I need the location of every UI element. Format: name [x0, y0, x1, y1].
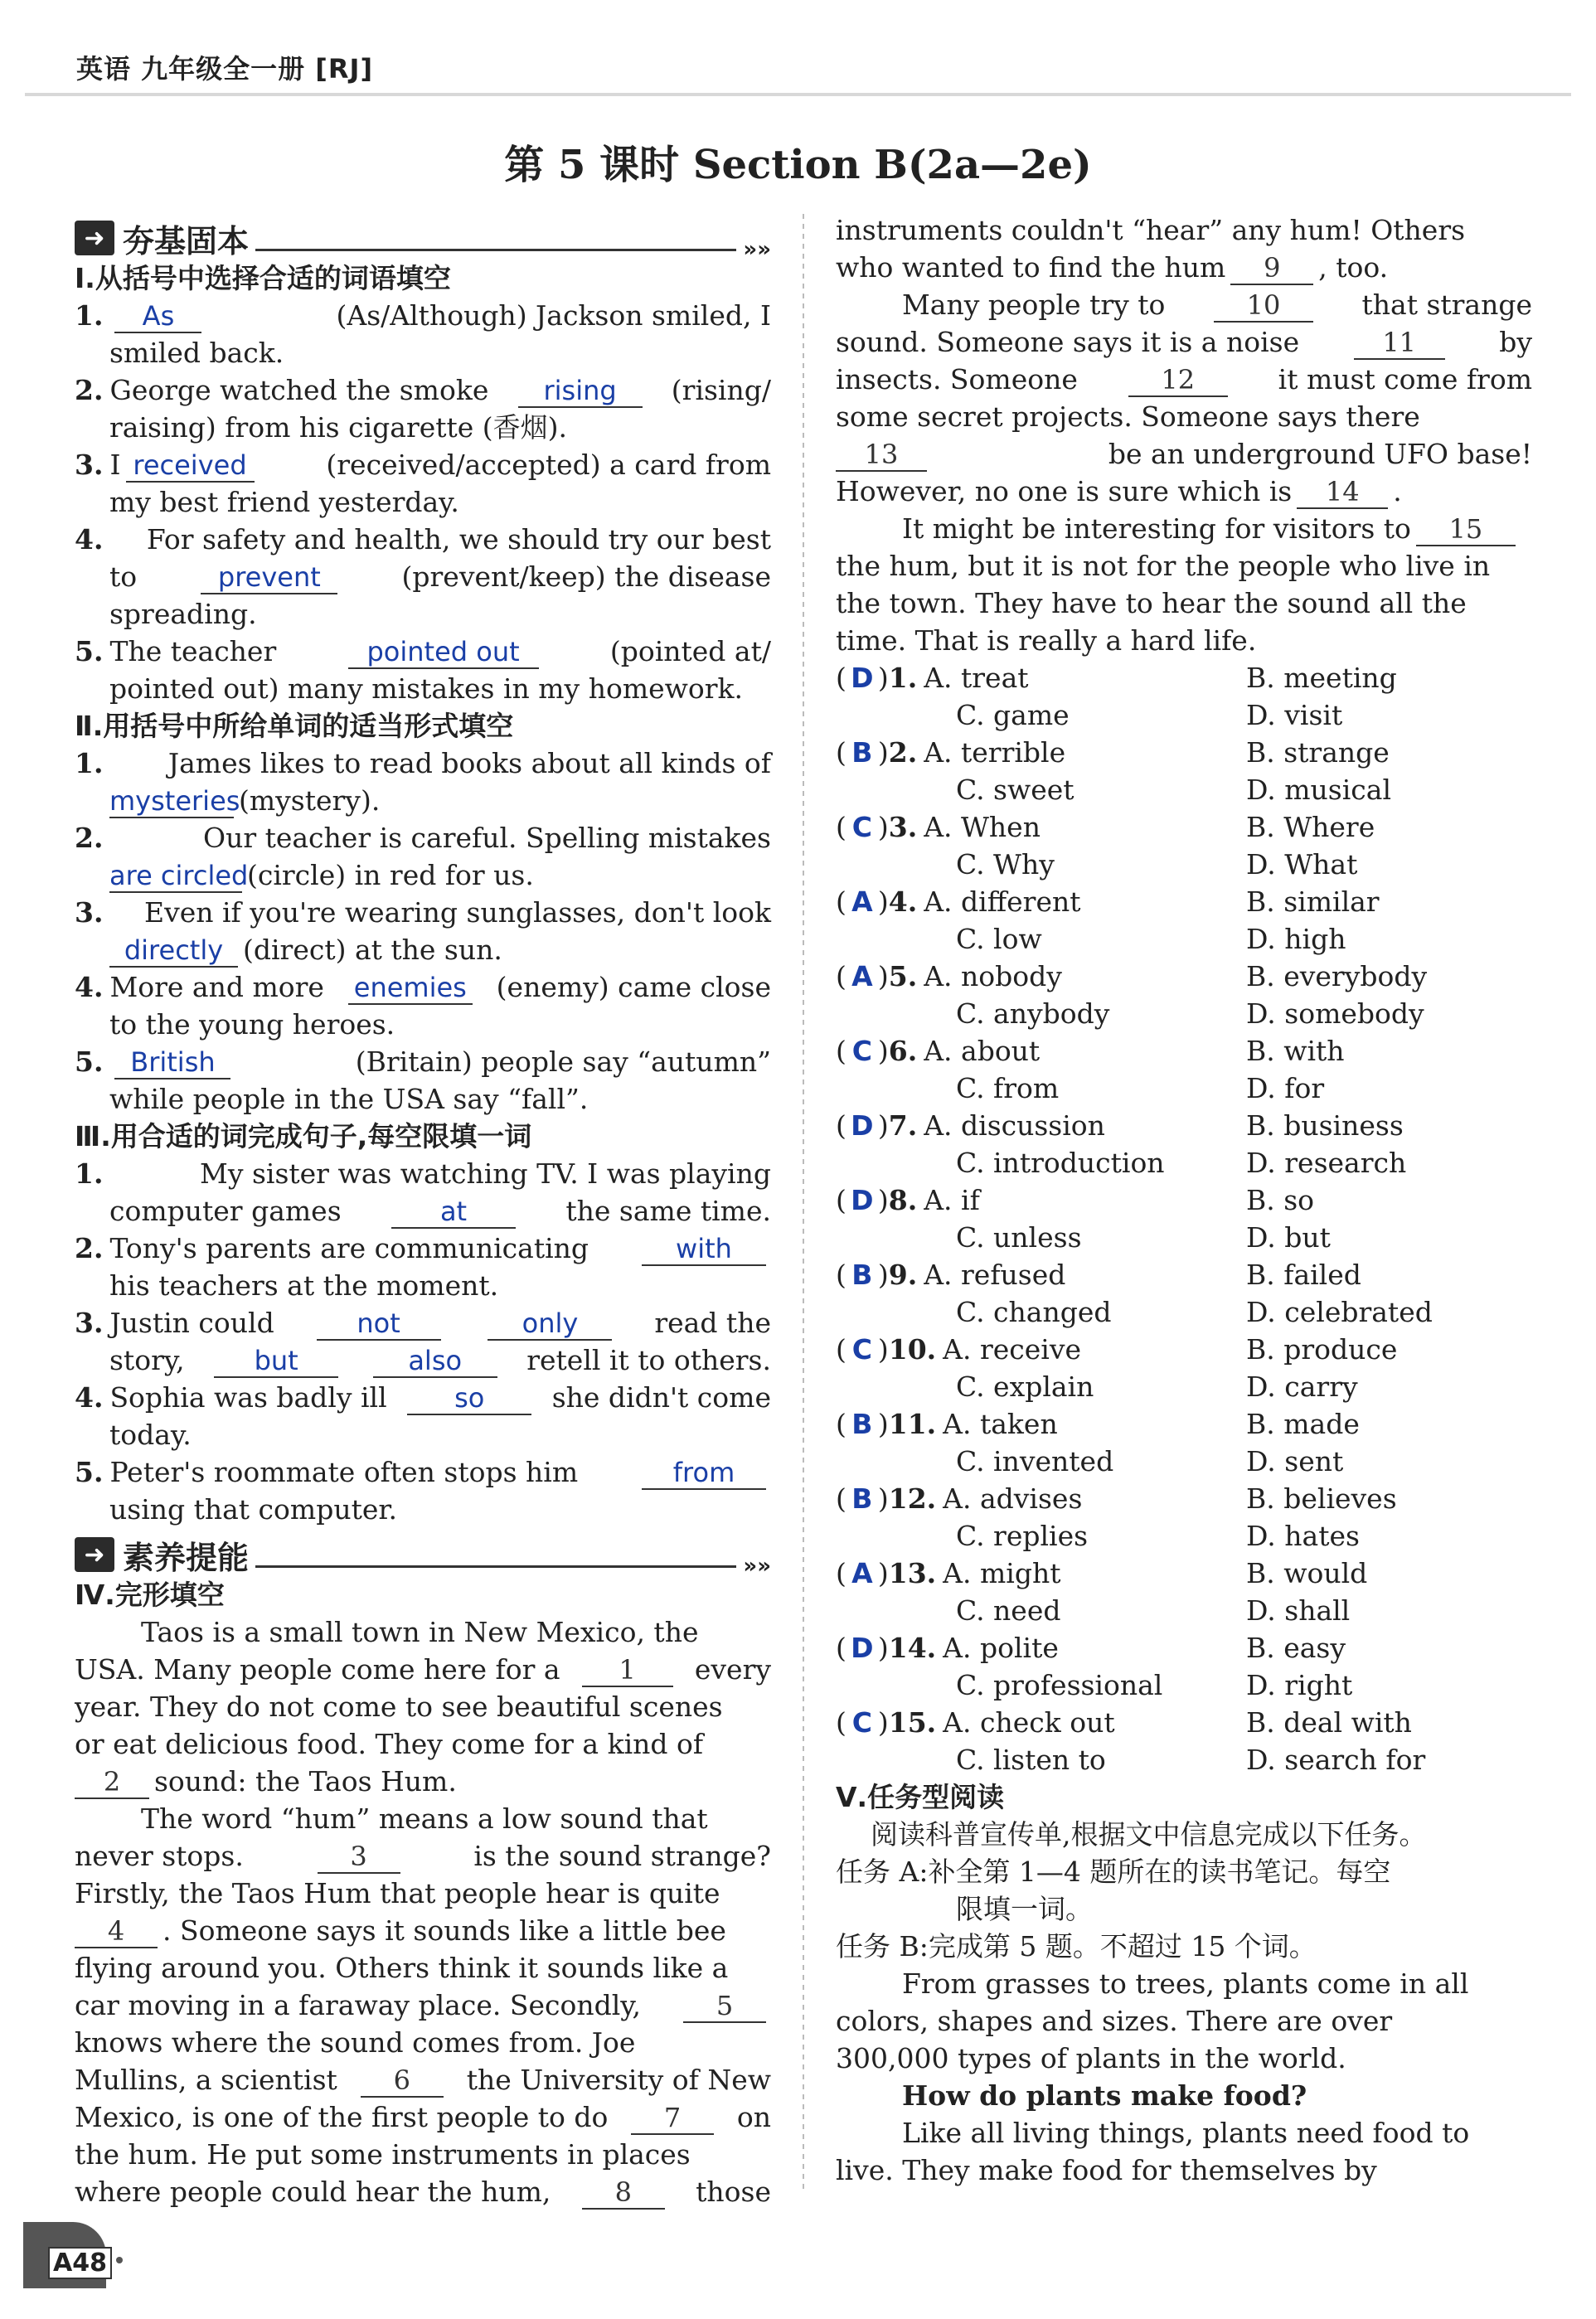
- p1-q1: 1. As (As/Although) Jackson smiled, I: [75, 299, 771, 332]
- part-5-title: Ⅴ.任务型阅读: [836, 1781, 1005, 1813]
- mcq-answer: D: [851, 1184, 874, 1216]
- mcq-list: ( D ) 1. A. treat B. meeting C. game D. visit ( B ) 2. A. terrible B. strange C. sweet D. musical ( C ) 3. A. When B. Where C. Why D. What ( A ) 4. A. different B. similar C. low D. high ( A ) 5. A. nobody B. everybody C. anybody D. somebody ( C ) 6. A. about B. with C. from D. for ( D ) 7. A. discussion B. business C. introduction D. research ( D ) 8. A. if B. so C. unless D. but ( B ) 9. A. refused B. failed C. changed D. celebrated ( C ) 10. A. receive B. produce C. explain D. carry ( B ) 11. A. taken B. made C. invented D. sent ( B ) 12. A. advises B. believes C. replies D. hates ( A ) 13. A. might B. would C. need D. shall ( D ) 14. A. polite B. easy C. professional D. right ( C ) 15. A. check out B. deal with C. listen to D. search for: [836, 659, 1532, 1778]
- p1-q4: 4. For safety and health, we should try our best: [75, 523, 771, 555]
- answer-blank: also: [373, 1345, 497, 1378]
- mcq-answer: C: [851, 1706, 872, 1739]
- p2-q2: 2. Our teacher is careful. Spelling mistakes: [75, 822, 771, 854]
- section-title: 夯基固本: [123, 222, 250, 260]
- mcq-answer: D: [851, 1109, 874, 1142]
- lesson-title: 第 5 课时 Section B(2a—2e): [504, 142, 1092, 188]
- mcq-question: ( A ) 5. A. nobody B. everybody: [836, 958, 1532, 995]
- answer-blank: mysteries: [109, 785, 240, 817]
- chevron-icon: »»: [743, 1554, 771, 1579]
- section-banner-1: [75, 216, 771, 260]
- mcq-answer: B: [851, 736, 873, 769]
- answer-blank: British: [114, 1046, 230, 1079]
- answer-blank: As: [114, 300, 201, 333]
- mcq-question: ( D ) 8. A. if B. so: [836, 1181, 1532, 1219]
- answer-blank: are circled: [109, 860, 249, 891]
- mcq-question: ( A ) 4. A. different B. similar: [836, 883, 1532, 920]
- answer-blank: only: [488, 1307, 612, 1341]
- p1-q2: 2. George watched the smoke rising (rising/: [75, 374, 771, 406]
- mcq-question: ( B ) 2. A. terrible B. strange: [836, 734, 1532, 771]
- p2-q1: 1. James likes to read books about all kinds of: [75, 747, 771, 779]
- answer-blank: enemies: [348, 972, 473, 1005]
- mcq-answer: A: [851, 960, 873, 992]
- answer-blank: rising: [518, 375, 643, 408]
- mcq-answer: C: [851, 1035, 872, 1067]
- section-title: 素养提能: [123, 1539, 250, 1576]
- mcq-answer: A: [851, 1557, 873, 1589]
- p3-q5: 5. Peter's roommate often stops him from: [75, 1453, 771, 1491]
- p3-q3: 3. Justin could not only read the: [75, 1307, 771, 1339]
- cloze-passage-right: instruments couldn't “hear” any hum! Others who wanted to find the hum 9 , too. Many people try to 10 that strange sound. Someone says it is a noise 11 by insects. Someone 12 it must come from some secret projects. Someone says there 13 be an underground UFO base! However, no one is sure which is 14 . It might be interesting for visitors to 15 the hum, but it is not for the people who live in the town. They have to hear the sound all the time. That is really a hard life.: [836, 214, 1532, 657]
- answer-blank: received: [126, 449, 255, 483]
- answer-blank: so: [407, 1382, 531, 1415]
- right-column: instruments couldn't “hear” any hum! Others who wanted to find the hum 9 , too. Many people try to 10 that strange sound. Someone says it is a noise 11 by insects. Someone 12 it must come from some secret projects. Someone says there 13 be an underground UFO base! However, no one is sure which is 14 . It might be interesting for visitors to 15 the hum, but it is not for the people who live in the town. They have to hear the sound all the time. That is really a hard life. ( D ) 1. A. treat B. meeting C. game D. visit ( B ) 2. A. terrible B. strange C. sweet D. musical ( C ) 3. A. When B. Where C. Why D. What ( A ) 4. A. different B. similar C. low D. high ( A ) 5. A. nobody B. everybody C. anybody D. somebody ( C ) 6. A. about B. with C. from D. for ( D ) 7. A. discussion B. business C. introduction D. research ( D ) 8. A. if B. so C. unless D. but ( B ) 9. A. refused B. failed C. changed D. celebrated ( C ) 10. A. receive B. produce C. explain D. carry ( B ) 11. A. taken B. made C. invented D. sent ( B ) 12. A. advises B. believes C. replies D. hates ( A ) 13. A. might B. would C. need D. shall ( D ) 14. A. polite B. easy C. professional D. right ( C ) 15. A. check out B. deal with C. listen to D. search for Ⅴ.任务型阅读 阅读科普宣传单,根据文中信息完成以下任务。 任务 A:补全第 1—4 题所在的读书笔记。每空 限填一词。 任务 B:完成第 5 题。不超过 15 个词。 From grasses to trees, plants come in all colors, shapes and sizes. There are over 300,000 types of plants in the world. How do plants make food? Like all living things, plants need food to live. They make food for themselves by: [836, 211, 1532, 2189]
- p2-q3: 3. Even if you're wearing sunglasses, don't look: [75, 896, 771, 929]
- column-divider: [803, 214, 804, 2191]
- p3-q1: 1. My sister was watching TV. I was playing: [75, 1157, 771, 1190]
- answer-blank: not: [317, 1307, 441, 1341]
- part-3-title: Ⅲ.用合适的词完成句子,每空限填一词: [75, 1120, 532, 1152]
- mcq-question: ( B ) 11. A. taken B. made: [836, 1405, 1532, 1443]
- page-number: A48: [48, 2247, 112, 2279]
- left-column: ➜ 夯基固本 »» Ⅰ.从括号中选择合适的词语填空 1. As (As/Although) Jackson smiled, I smiled back. 2. George watched the smoke rising (rising/ raising) from his cigarette (香烟). 3. I received (received/accepted) a card from my best friend yesterday. 4. For safety and health, we should try our best to prevent (prevent/keep) the disease spreading. 5. The teacher pointed out (pointed at/ pointed out) many mistakes in my homework. Ⅱ.用括号中所给单词的适当形式填空 1. James likes to read books about all kinds of mysteries (mystery). 2. Our teacher is careful. Spelling mistakes are circled (circle) in red for us. 3. Even if you're wearing sunglasses, don't look directly (direct) at the sun. 4. More and more enemies (enemy) came close to the young heroes. 5. British (Britain) people say “autumn” while people in the USA say “fall”. Ⅲ.用合适的词完成句子,每空限填一词 1. My sister was watching TV. I was playing computer games at the same time. 2. Tony's parents are communicating with his teachers at the moment. 3. Justin could not only read the story, but also retell it to others. 4. Sophia was badly ill so she didn't come today. 5. Peter's roommate often stops him from using that computer. ➜ 素养提能 »» Ⅳ.完形填空 Taos is a small town in New Mexico, the USA. Many people come here for a 1 every year. They do not come to see beautiful scenes or eat delicious food. They come for a kind of 2 sound: the Taos Hum. The word “hum” means a low sound that never stops. 3 is the sound strange? Firstly, the Taos Hum that people hear is quite 4 . Someone says it sounds like a little bee flying around you. Others think it sounds like a car moving in a faraway place. Secondly, 5 knows where the sound comes from. Joe Mullins, a scientist 6 the University of New Mexico, is one of the first people to do 7 on the hum. He put some instruments in places where people could hear the hum, 8 those: [75, 211, 771, 2210]
- answer-blank: directly: [109, 934, 238, 968]
- mcq-answer: D: [851, 662, 874, 694]
- answer-blank: at: [391, 1196, 516, 1229]
- answer-blank: from: [642, 1457, 766, 1490]
- book-header: 英语 九年级全一册 [RJ]: [76, 53, 374, 85]
- mcq-answer: B: [851, 1408, 873, 1440]
- mcq-question: ( C ) 6. A. about B. with: [836, 1032, 1532, 1070]
- p3-q2: 2. Tony's parents are communicating with: [75, 1230, 771, 1267]
- reading-heading: How do plants make food?: [902, 2079, 1307, 2112]
- p1-q5: 5. The teacher pointed out (pointed at/: [75, 635, 771, 667]
- chevron-icon: »»: [743, 237, 771, 262]
- part-2-title: Ⅱ.用括号中所给单词的适当形式填空: [75, 710, 514, 742]
- answer-blank: but: [214, 1345, 338, 1378]
- mcq-answer: C: [851, 811, 872, 843]
- mcq-question: ( A ) 13. A. might B. would: [836, 1555, 1532, 1592]
- p3-q4: 4. Sophia was badly ill so she didn't come: [75, 1381, 771, 1414]
- mcq-question: ( B ) 12. A. advises B. believes: [836, 1480, 1532, 1517]
- answer-blank: pointed out: [348, 636, 539, 669]
- answer-blank: with: [642, 1233, 766, 1266]
- p2-q5: 5. British (Britain) people say “autumn”: [75, 1045, 771, 1078]
- mcq-question: ( C ) 15. A. check out B. deal with: [836, 1704, 1532, 1741]
- p1-q3: 3. I received (received/accepted) a card from: [75, 449, 771, 481]
- mcq-answer: C: [851, 1333, 872, 1366]
- arrow-icon: ➜: [75, 221, 114, 255]
- mcq-question: ( C ) 10. A. receive B. produce: [836, 1331, 1532, 1368]
- answer-blank: prevent: [201, 561, 337, 594]
- p2-q4: 4. More and more enemies (enemy) came close: [75, 971, 771, 1003]
- cloze-passage-left: Taos is a small town in New Mexico, the USA. Many people come here for a 1 every year. They do not come to see beautiful scenes or eat delicious food. They come for a kind of 2 sound: the Taos Hum. The word “hum” means a low sound that never stops. 3 is the sound strange? Firstly, the Taos Hum that people hear is quite 4 . Someone says it sounds like a little bee flying around you. Others think it sounds like a car moving in a faraway place. Secondly, 5 knows where the sound comes from. Joe Mullins, a scientist 6 the University of New Mexico, is one of the first people to do 7 on the hum. He put some instruments in places where people could hear the hum, 8 those: [75, 1616, 771, 2208]
- part-1-title: Ⅰ.从括号中选择合适的词语填空: [75, 262, 451, 294]
- mcq-question: ( D ) 14. A. polite B. easy: [836, 1629, 1532, 1666]
- header-divider: [25, 93, 1571, 96]
- mcq-answer: B: [851, 1482, 873, 1515]
- mcq-question: ( D ) 1. A. treat B. meeting: [836, 659, 1532, 696]
- mcq-question: ( D ) 7. A. discussion B. business: [836, 1107, 1532, 1144]
- section-banner-2: [75, 1533, 771, 1579]
- mcq-answer: B: [851, 1259, 873, 1291]
- arrow-icon: ➜: [75, 1537, 114, 1572]
- mcq-question: ( B ) 9. A. refused B. failed: [836, 1256, 1532, 1293]
- mcq-question: ( C ) 3. A. When B. Where: [836, 808, 1532, 846]
- mcq-answer: A: [851, 885, 873, 918]
- mcq-answer: D: [851, 1632, 874, 1664]
- part-4-title: Ⅳ.完形填空: [75, 1579, 225, 1611]
